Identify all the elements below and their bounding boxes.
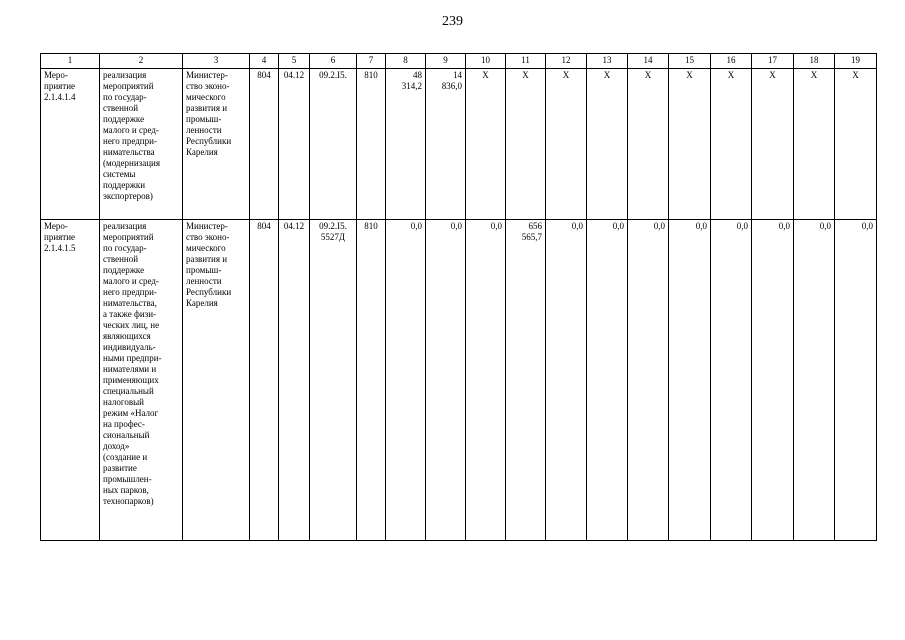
- expense-type-cell: 810: [357, 69, 386, 220]
- cell-line: Карелия: [186, 147, 218, 157]
- cell-line: развития и: [186, 254, 228, 264]
- header-cell: 7: [357, 54, 386, 69]
- cell-line: ство эконо-: [186, 232, 230, 242]
- value-cell: 0,0: [628, 220, 669, 541]
- cell-line: промышлен-: [103, 474, 152, 484]
- header-row: [41, 54, 877, 69]
- cell-line: нимательства,: [103, 298, 157, 308]
- cell-line: реализация: [103, 221, 147, 231]
- cell-line: режим «Налог: [103, 408, 159, 418]
- header-cell: 2: [100, 54, 183, 69]
- value-cell: 0,0: [835, 220, 877, 541]
- cell-line: применяющих: [103, 375, 159, 385]
- cell-line: нимателями и: [103, 364, 157, 374]
- section-code-cell: 04.12: [279, 69, 310, 220]
- cell-line: мического: [186, 243, 226, 253]
- cell-line: 0,0: [410, 221, 422, 231]
- cell-line: малого и сред-: [103, 125, 159, 135]
- cell-line: 14: [453, 70, 462, 80]
- cell-line: технопарков): [103, 496, 154, 506]
- cell-line: Министер-: [186, 221, 228, 231]
- value-cell: 0,0: [711, 220, 752, 541]
- header-cell: 4: [250, 54, 279, 69]
- cell-line: мероприятий: [103, 232, 154, 242]
- page-number: 239: [442, 14, 463, 29]
- executor-cell: [183, 69, 250, 220]
- value-cell: X: [669, 69, 711, 220]
- cell-line: поддержки: [103, 180, 146, 190]
- budget-table: [40, 53, 877, 541]
- cell-line: ных парков,: [103, 485, 149, 495]
- cell-line: 565,7: [521, 232, 542, 242]
- cell-line: нимательства: [103, 147, 155, 157]
- value-cell: 0,0: [546, 220, 587, 541]
- value-cell: X: [466, 69, 506, 220]
- cell-line: малого и сред-: [103, 276, 159, 286]
- header-cell: 10: [466, 54, 506, 69]
- cell-line: налоговый: [103, 397, 144, 407]
- value-cell: [386, 69, 426, 220]
- expense-type-cell: 810: [357, 220, 386, 541]
- header-cell: 19: [835, 54, 877, 69]
- value-cell: X: [752, 69, 794, 220]
- section-code-cell: 04.12: [279, 220, 310, 541]
- cell-line: 48: [413, 70, 422, 80]
- cell-line: по государ-: [103, 243, 147, 253]
- cell-line: реализация: [103, 70, 147, 80]
- cell-line: ленности: [186, 125, 222, 135]
- cell-line: по государ-: [103, 92, 147, 102]
- target-article-cell: [310, 220, 357, 541]
- value-cell: 0,0: [669, 220, 711, 541]
- header-cell: 12: [546, 54, 587, 69]
- cell-line: на профес-: [103, 419, 145, 429]
- event-description-cell: [100, 220, 183, 541]
- cell-line: приятие: [44, 232, 76, 242]
- table-row: [41, 220, 877, 541]
- header-cell: 5: [279, 54, 310, 69]
- value-cell: [426, 69, 466, 220]
- cell-line: него предпри-: [103, 287, 157, 297]
- cell-line: промыш-: [186, 114, 222, 124]
- value-cell: 0,0: [752, 220, 794, 541]
- cell-line: 5527Д: [320, 232, 346, 242]
- cell-line: 2.1.4.1.4: [44, 92, 76, 102]
- header-cell: 16: [711, 54, 752, 69]
- value-cell: X: [628, 69, 669, 220]
- cell-line: ство эконо-: [186, 81, 230, 91]
- value-cell: X: [546, 69, 587, 220]
- ministry-code-cell: 804: [250, 69, 279, 220]
- target-article-cell: [310, 69, 357, 220]
- value-cell: X: [794, 69, 835, 220]
- cell-line: промыш-: [186, 265, 222, 275]
- cell-line: сиональный: [103, 430, 150, 440]
- cell-line: него предпри-: [103, 136, 157, 146]
- cell-line: индивидуаль-: [103, 342, 156, 352]
- value-cell: 0,0: [466, 220, 506, 541]
- value-cell: X: [711, 69, 752, 220]
- executor-cell: [183, 220, 250, 541]
- cell-line: поддержке: [103, 114, 145, 124]
- cell-line: развития и: [186, 103, 228, 113]
- header-cell: 9: [426, 54, 466, 69]
- header-cell: 6: [310, 54, 357, 69]
- value-cell: [426, 220, 466, 541]
- cell-line: мического: [186, 92, 226, 102]
- cell-line: 2.1.4.1.5: [44, 243, 76, 253]
- value-cell: X: [835, 69, 877, 220]
- event-description-cell: [100, 69, 183, 220]
- cell-line: Республики: [186, 136, 232, 146]
- event-name-cell: [41, 220, 100, 541]
- event-name-cell: [41, 69, 100, 220]
- cell-line: ленности: [186, 276, 222, 286]
- header-cell: 18: [794, 54, 835, 69]
- value-cell: 0,0: [587, 220, 628, 541]
- header-cell: 3: [183, 54, 250, 69]
- cell-line: ными предпри-: [103, 353, 162, 363]
- value-cell: 0,0: [794, 220, 835, 541]
- header-cell: 13: [587, 54, 628, 69]
- table-row: [41, 69, 877, 220]
- cell-line: Министер-: [186, 70, 228, 80]
- cell-line: ческих лиц, не: [103, 320, 160, 330]
- cell-line: приятие: [44, 81, 76, 91]
- value-cell: [506, 69, 546, 220]
- cell-line: Республики: [186, 287, 232, 297]
- cell-line: (модернизация: [103, 158, 160, 168]
- header-cell: 11: [506, 54, 546, 69]
- cell-line: Меро-: [44, 221, 68, 231]
- cell-line: а также физи-: [103, 309, 157, 319]
- cell-line: 09.2.I5.: [319, 70, 347, 80]
- cell-line: 0,0: [450, 221, 462, 231]
- cell-line: X: [522, 70, 529, 80]
- cell-line: (создание и: [103, 452, 148, 462]
- cell-line: ственной: [103, 103, 139, 113]
- header-cell: 17: [752, 54, 794, 69]
- cell-line: Карелия: [186, 298, 218, 308]
- header-cell: 8: [386, 54, 426, 69]
- cell-line: Меро-: [44, 70, 68, 80]
- header-cell: 1: [41, 54, 100, 69]
- header-cell: 14: [628, 54, 669, 69]
- cell-line: являющихся: [103, 331, 151, 341]
- ministry-code-cell: 804: [250, 220, 279, 541]
- cell-line: экспортеров): [103, 191, 153, 201]
- header-cell: 15: [669, 54, 711, 69]
- cell-line: 656: [528, 221, 542, 231]
- value-cell: [386, 220, 426, 541]
- value-cell: [506, 220, 546, 541]
- cell-line: специальный: [103, 386, 154, 396]
- value-cell: X: [587, 69, 628, 220]
- cell-line: развитие: [103, 463, 137, 473]
- cell-line: мероприятий: [103, 81, 154, 91]
- cell-line: ственной: [103, 254, 139, 264]
- cell-line: 09.2.I5.: [319, 221, 347, 231]
- cell-line: 314,2: [401, 81, 422, 91]
- cell-line: доход»: [103, 441, 130, 451]
- cell-line: системы: [103, 169, 136, 179]
- cell-line: 836,0: [441, 81, 462, 91]
- cell-line: поддержке: [103, 265, 145, 275]
